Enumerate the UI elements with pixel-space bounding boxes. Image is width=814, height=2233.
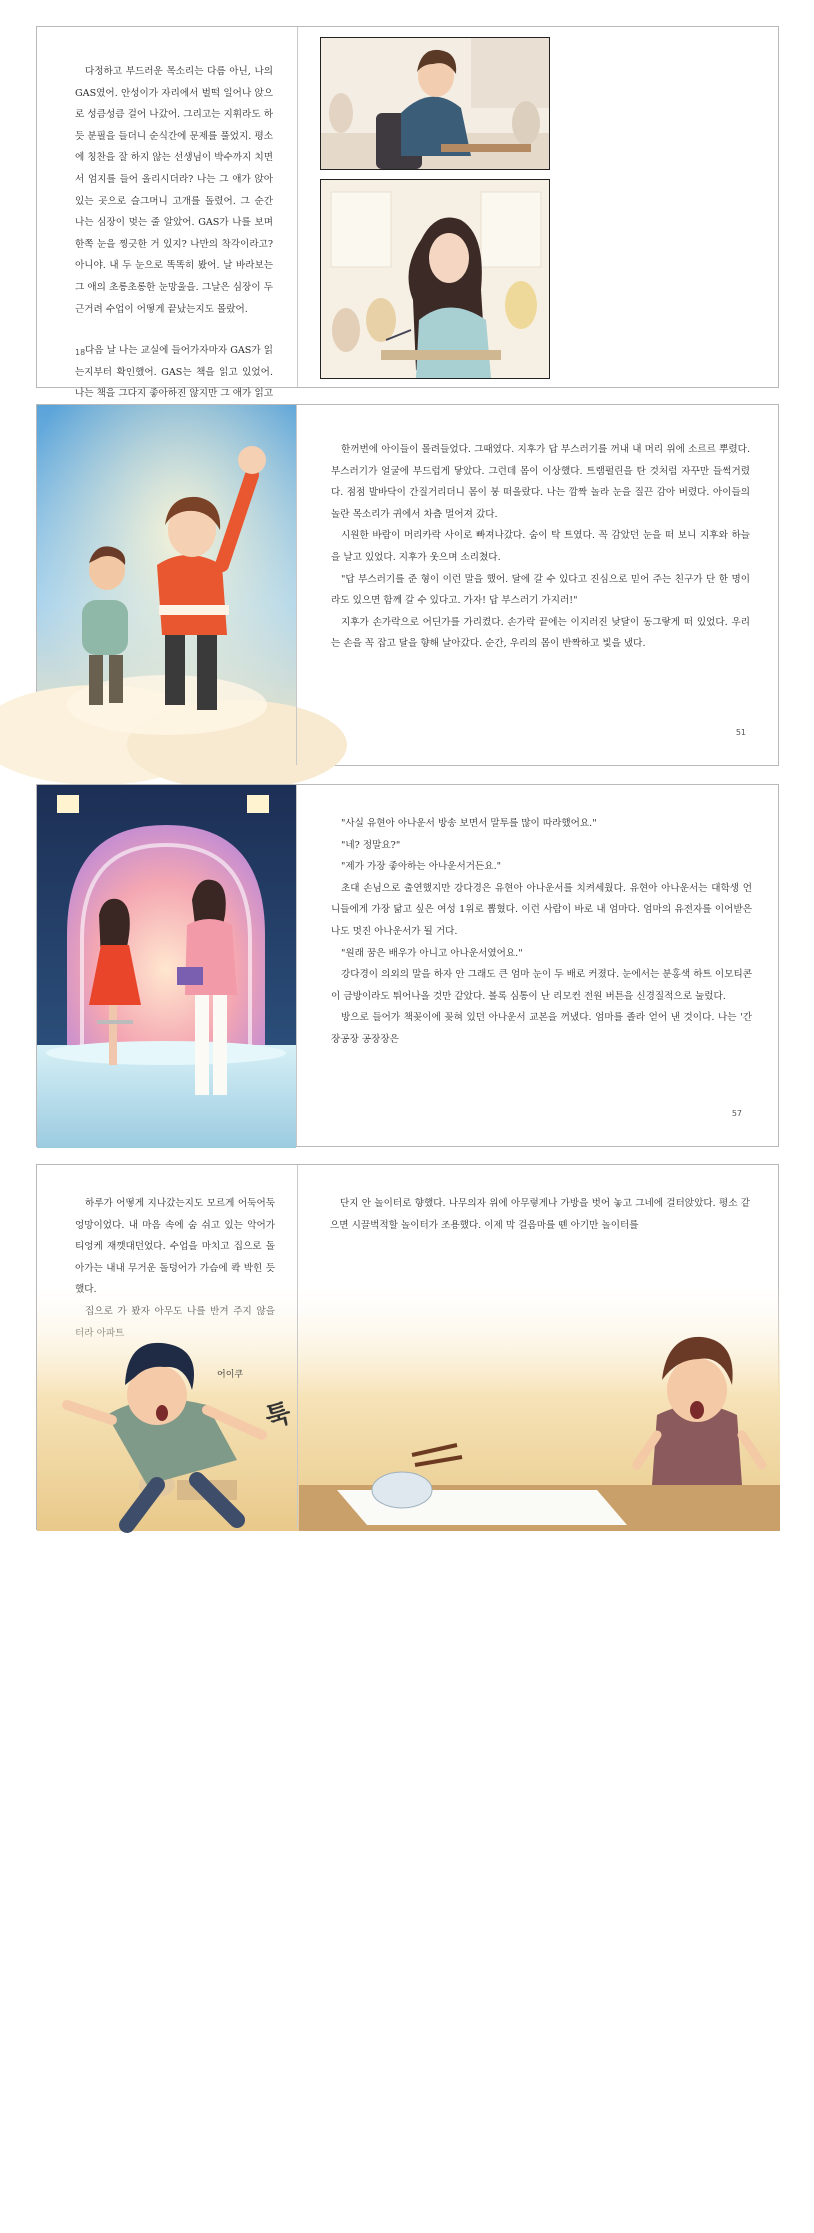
paragraph: 시원한 바람이 머리카락 사이로 빠져나갔다. 숨이 탁 트였다. 꼭 감았던 눈을 떠 보니 지후와 하늘을 날고 있었다. 지후가 웃으며 소리쳤다. (331, 530, 750, 563)
paragraph: "원래 꿈은 배우가 아니고 아나운서였어요." (341, 947, 523, 959)
left-page-illustration (37, 405, 296, 765)
sound-effect-small: 어이쿠 (217, 1370, 244, 1380)
page-number: 18 (75, 348, 86, 357)
paragraph: 지후가 손가락으로 어딘가를 가리켰다. 손가락 끝에는 이지러진 낮달이 동그랗게 떠 있었다. 우리는 손을 꼭 잡고 달을 향해 날아갔다. 순간, 우리의 몸이 반짝하고 빛을 냈다. (331, 616, 750, 650)
paragraph: 초대 손님으로 출연했지만 강다경은 유현아 아나운서를 치켜세웠다. 유현아 아나운서는 대학생 언니들에게 가장 닮고 싶은 여성 1위로 뽑혔다. 이런 사람이 바로 내 엄마다. 엄마의 유전자를 이어받은 나도 멋진 아나운서가 될 거다. (331, 882, 752, 937)
paragraph: "답 부스러기를 준 형이 이런 말을 했어. 달에 갈 수 있다고 진심으로 믿어 주는 친구가 단 한 명이라도 있으면 함께 갈 수 있다고. 가자! 답 부스러기 가지러!" (331, 573, 750, 607)
paragraph: 다음 날 나는 교실에 들어가자마자 GAS가 읽는지부터 확인했어. GAS는 책을 읽고 있었어. 나는 책을 그다지 좋아하진 않지만 그 애가 읽고 (75, 345, 273, 400)
book-spread-2 (36, 404, 779, 766)
left-page-text (37, 27, 297, 400)
paragraph: 방으로 들어가 책꽂이에 꽂혀 있던 아나운서 교본을 꺼냈다. 엄마를 졸라 얻어 낸 것이다. 나는 '간장공장 공장장은 (331, 1012, 752, 1045)
left-page-illustration (37, 785, 296, 1146)
right-page-text (297, 785, 778, 1146)
comic-panel-boy (320, 37, 550, 170)
gutter (297, 1165, 298, 1529)
comic-panel-girl (320, 179, 550, 379)
book-spread-1 (36, 26, 779, 400)
sound-effect-big: 툭 (262, 1398, 295, 1434)
paragraph: 강다경이 의외의 말을 하자 안 그래도 큰 엄마 눈이 두 배로 커졌다. 눈에서는 분홍색 하트 이모티콘이 금방이라도 튀어나올 것만 같았다. 볼록 심통이 난 리모컨 전원 버튼을 신경질적으로 눌렀다. (331, 969, 752, 1002)
paragraph: "사실 유현아 아나운서 방송 보면서 말투를 많이 따라했어요." (341, 818, 597, 829)
paragraph: 단지 안 놀이터로 향했다. 나무의자 위에 아무렇게나 가방을 벗어 놓고 그네에 걸터앉았다. 평소 같으면 시끌벅적할 놀이터가 조용했다. 이제 막 걸음마를 뗀 아기만 놀이터를 (330, 1198, 750, 1231)
book-spread-3 (36, 784, 779, 1147)
right-page-illustration (298, 27, 778, 387)
paragraph: 하루가 어떻게 지나갔는지도 모르게 어둑어둑 엉망이었다. 내 마음 속에 숨 쉬고 있는 악어가 티엉케 재깻대던었다. 수업을 마치고 집으로 돌아가는 내내 무거운 돌덩어가 가슴에 콱 박힌 듯 (75, 1198, 275, 1274)
paragraph: "제가 가장 좋아하는 아나운서거든요." (341, 861, 502, 873)
right-page-text (297, 405, 778, 765)
paragraph: "네? 정말요?" (341, 839, 401, 851)
paragraph: 다정하고 부드러운 목소리는 다름 아닌, 나의 GAS였어. 안성이가 자리에서 벌떡 일어나 앉으로 성큼성큼 걸어 나갔어. 그리고는 지휘라도 하듯 분필을 들더니 순식간에 문제를 풀었지. 평소에 칭찬을 잘 하지 않는 선생님이 박수까지 치면서 엄지를 들어 올리시더라? 나는 그 애가 앉아 있는 곳으로 슬그머니 고개를 돌렸어. 그 순간 나는 심장이 멎는 줄 알았어. GAS가 나를 보며 한쪽 눈을 찡긋한 거 있지? 나만의 착각이라고? 아니야. 내 두 눈으로 똑똑히 봤어. 날 바라보는 그 애의 초롱초롱한 눈망울을. 그날은 심장이 두근거려 수업이 어떻게 끝났는지도 몰랐어. (75, 66, 273, 315)
spread-illustration (37, 1285, 778, 1529)
paragraph: 한꺼번에 아이들이 몰려들었다. 그때였다. 지후가 답 부스러기를 꺼내 내 머리 위에 소르르 뿌렸다. 부스러기가 얼굴에 부드럽게 닿았다. 그런데 몸이 이상했다. 트램펄린을 탄 것처럼 자꾸만 들썩거렸다. 점점 발바닥이 간질거리더니 몸이 붕 떠올랐다. 나는 깜짝 놀라 눈을 질끈 감아 버렸다. 아이들의 놀란 목소리가 귀에서 차츰 멀어져 갔다. (331, 444, 750, 520)
page-number: 57 (731, 1109, 742, 1118)
page-number: 51 (735, 728, 746, 737)
book-spread-4 (36, 1164, 779, 1530)
